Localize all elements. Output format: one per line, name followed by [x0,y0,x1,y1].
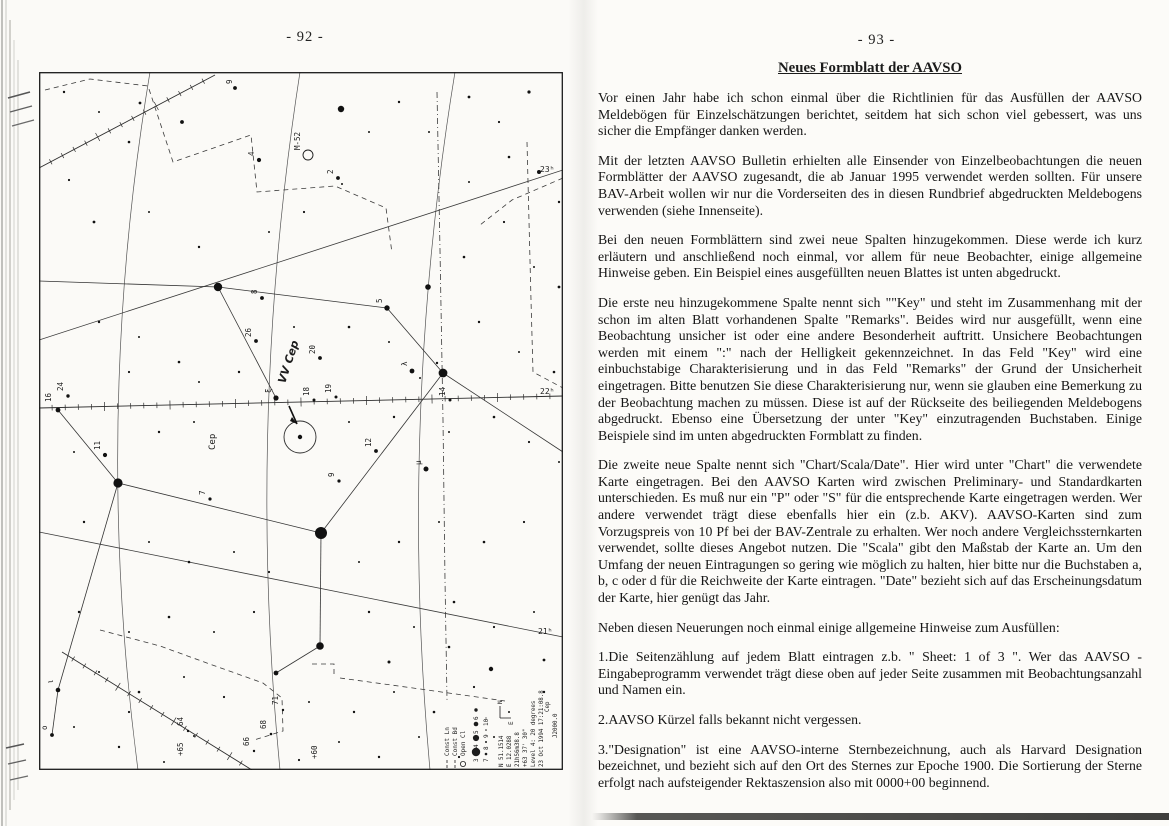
page-edge-shadow [592,813,1169,820]
star [463,256,466,259]
star [341,183,343,185]
right-page [584,0,1169,826]
ra-hour-label: 23ʰ [540,165,555,174]
star [483,541,486,544]
star [198,246,200,248]
legend-magnitude-dot [485,741,487,743]
star [398,101,400,103]
star [368,611,370,613]
constellation-name-label: Cep [208,433,218,450]
constellation-boundary [45,79,392,253]
legend-epoch: J2000.0 [553,713,559,738]
star [393,416,395,418]
star [424,467,429,472]
legend-magnitude-dot [474,708,477,711]
star-label: 20 [308,344,317,354]
article-column [598,52,1142,791]
star [138,336,140,338]
degree-tick [139,698,142,703]
paragraph: Die erste neu hinzugekommene Spalte nennt sich ""Key" und steht im Zusammenhang mit der schon im alten Blatt vorhandenen Spalte "Remarks". Beides wird nur ausgefüllt, wenn eine Beobachtung unsicher ist oder eine andere Besonderheit auftritt. Unsichere Beobachtungen werden mit einem ":" nach der Helligkeit gekennzeichnet. In das Feld "Key" wird eine einbuchstabige Charakterisierung und in das Feld "Remarks" der Grund der Unsicherheit eingetragen. Bitte benutzen Sie diese Charakterisierung nur, wenn sie glauben eine Bemerkung zu der Beobachtung machen zu müssen. Diese ist auf der Rückseite des beiliegenden Meldebogens abgedruckt. Ebenso eine Übersetzung der unter "Key" einzutragenden Buchstaben. Einige Beispiele sind im unten abgedruckten Formblatt zu finden. [598,294,1142,443]
legend-info-line: +63 37' 30" [523,728,529,767]
star-label: 26 [244,327,253,337]
star [315,527,327,539]
star [388,341,390,343]
page-title: Neues Formblatt der AAVSO [778,60,962,76]
star [128,711,130,713]
legend-symbol [460,761,465,766]
star [118,746,120,748]
star [308,701,310,703]
variable-star-label: VV Cep [275,338,302,385]
star [98,111,100,113]
coordinate-line [39,170,563,340]
star [268,571,270,573]
constellation-boundary [312,664,334,678]
open-cluster-label: M-52 [293,131,302,150]
star [493,626,495,628]
star [193,735,195,737]
star [558,286,561,289]
star [316,642,324,650]
constellation-boundary [100,630,283,740]
legend-magnitude-dot [485,729,487,731]
star [158,431,160,433]
star [468,96,471,99]
star [66,394,69,397]
degree-tick [94,670,97,675]
star [98,671,100,673]
degree-tick [239,761,242,766]
legend-magnitude-value: 5 [473,730,480,734]
constellation-line [276,646,320,673]
star-label: ξ [264,388,273,393]
star-label: 14 [438,386,447,396]
star [183,676,185,678]
star [335,396,338,399]
constellation-line [52,690,58,735]
compass-east-label: E [508,721,515,725]
page-gutter-shadow [568,0,598,826]
page-93-header: - 93 - [857,32,896,48]
star [128,141,131,144]
star [313,399,316,402]
constellation-boundary [527,142,563,388]
constellation-line [118,483,321,533]
degree-tick [227,752,232,760]
star [338,741,340,743]
star [128,631,130,633]
star [449,399,452,402]
star-label: ο [40,725,49,730]
constellation-line [58,410,118,483]
star [453,601,456,604]
star [113,478,122,487]
star [298,759,300,761]
legend-magnitude-value: 6 [473,716,480,720]
star [438,521,440,523]
star [198,381,200,383]
star-label: μ [414,460,423,465]
constellation-line [321,373,443,533]
ticked-coordinate-line [39,75,215,168]
star [93,221,96,224]
degree-tick [206,740,209,745]
ticked-coordinate-line [62,652,252,770]
legend-magnitude-value: 9 [483,734,490,738]
star [318,356,322,360]
star [523,521,525,523]
star [358,561,360,563]
star [498,121,500,123]
star [543,659,546,662]
star [473,686,475,688]
star [384,305,389,310]
star [528,441,530,443]
degree-tick [217,747,220,752]
star [468,181,470,183]
star [83,521,85,523]
star-label: 16 [44,392,53,402]
star [78,611,80,613]
degree-tick [105,677,108,682]
star [425,284,431,290]
star-label: 9 [225,79,234,84]
star [378,756,380,758]
star-chart-region [39,72,563,770]
star [448,431,450,433]
legend-magnitude-value: 10 [483,718,490,726]
star-label: 9 [327,472,336,477]
star [348,421,350,423]
constellation-line [58,483,118,690]
dec-label: +65 [176,742,185,756]
star [368,131,370,133]
star [208,497,211,500]
star [214,283,222,291]
dec-label: +60 [310,745,319,759]
ra-hour-label: 22ʰ [540,387,555,396]
star [533,266,535,268]
star [274,671,279,676]
degree-tick [72,657,75,662]
star [489,667,493,671]
page-92-header: - 92 - [286,29,324,45]
constellation-boundary [340,678,505,701]
legend-info-line: 23 Oct 1994 17:21:08.8 [539,690,545,767]
star [68,179,70,181]
star [533,611,535,613]
paragraph: Neben diesen Neuerungen noch einmal einige allgemeine Hinweise zum Ausfüllen: [598,619,1060,635]
star [338,106,344,112]
star-label: 64 [176,716,185,726]
paragraph: 1.Die Seitenzählung auf jedem Blatt eintragen z.b. " Sheet: 1 of 3 ". Wer das AAVSO - Eingabeprogramm verwendet trägt diese oben auf jeder Seite zusammen mit Beobachtungsanzahl und Namen ein. [598,649,1142,698]
star [50,733,54,737]
star [254,339,258,343]
legend-magnitude-value: 3 [473,758,480,762]
star [503,221,505,223]
star [558,201,560,203]
legend-magnitude-dot [472,748,480,756]
legend-magnitude-value: 8 [483,746,490,750]
open-cluster-symbol [303,150,313,160]
star [527,90,530,93]
legend-magnitude-value: 4 [473,744,480,748]
star [298,435,302,439]
star [253,611,255,613]
degree-tick [161,712,164,717]
degree-tick [116,683,121,691]
legend-info-line: N 51.1514 [499,735,505,767]
star [193,421,195,423]
star [163,761,165,763]
star [553,371,556,374]
legend-magnitude-value: 7 [483,758,490,762]
star-label: 19 [324,383,333,393]
legend-constellation: Cep [545,701,551,712]
star [139,102,142,105]
paragraph: Die zweite neue Spalte nennt sich "Chart/Scala/Date". Hier wird unter "Chart" die verwendete Karte eingetragen. Bei den AAVSO Karten wird zwischen Preliminary- und Standardkarten unterschieden. Es muß nur ein "P" oder "S" für die entsprechende Karte eingetragen werden. Wer andere verwendet trägt diese ebenfalls hier ein (z.b. AKV). AAVSO-Karten sind zum Vorzugspreis von 10 Pf bei der BAV-Zentrale zu erhalten. Wer noch andere Vergleichssternkarten verwendet, sollte dieses Angebot nutzen. Die "Scala" gibt den Maßstab der Karte an. Um den Umfang der neuen Eintragungen so gering wie möglich zu halten, hier bitte nur die Buchstaben a, b, c oder d für die Reichweite der Karte eintragen. "Date" bezieht sich auf das Erscheinungsdatum der Karte, hier genügt das Jahr. [598,457,1142,606]
star [73,451,75,453]
star [398,541,400,543]
compass-north-label: N [497,700,504,704]
star [168,616,171,619]
paragraph: Bei den neuen Formblättern sind zwei neue Spalten hinzugekommen. Diese werde ich kurz erläutern und anschließend noch einmal, vor allem für neue Beobachter, einige allgemeine Hinweise geben. Ein Beispiel eines ausgefüllten neuen Blattes ist unten abgedruckt. [598,232,1142,281]
legend-info-line: E 12.0288 [507,735,513,767]
star-label: 4 [247,151,256,156]
legend-item-label: Open Cl [460,730,467,756]
star [337,479,340,482]
star [180,120,184,124]
degree-tick [195,733,198,738]
star [428,131,430,133]
star [413,626,415,628]
star [178,361,181,364]
constellation-line [39,281,218,287]
star-label: 71 [271,695,280,705]
star [353,711,355,713]
star [270,733,273,736]
star-label: 66 [242,736,251,746]
star [439,369,448,378]
star [518,351,520,353]
constellation-line [218,287,387,308]
star [128,371,130,373]
constellation-line [443,373,563,452]
star [148,211,150,213]
constellation-line [320,533,321,646]
star-label: 8 [250,289,259,294]
grid-arc [118,72,150,770]
legend-item-label: Const Ln [444,727,451,756]
star [508,156,511,159]
star [433,711,436,714]
paragraph: 2.AAVSO Kürzel falls bekannt nicht vergessen. [598,712,862,727]
legend-info-line: 21h56m38.8 [515,732,521,767]
star [73,726,75,728]
star [493,736,495,738]
star [138,691,141,694]
ra-hour-label: 21ʰ [538,627,553,636]
star [419,377,421,379]
star [293,326,295,328]
star-label: 11 [93,440,102,450]
legend-item-label: Const Bd [452,727,459,756]
star [103,453,107,457]
legend-info-line: Level 4: 20 degrees [531,700,537,767]
star-label: 68 [259,719,268,729]
star [348,326,351,329]
star [213,631,215,633]
legend-magnitude-dot [474,722,479,727]
grid-arc [418,72,455,770]
paragraph: Vor einen Jahr habe ich schon einmal über die Richtlinien für das Ausfüllen der AAVSO Meldebögen für Einzelschätzungen berichtet, seitdem hat sich schon viel gebessert, was uns sicher die Empfänger danken werden. [598,90,1142,139]
star [238,371,240,373]
star [233,551,235,553]
star-label: 24 [56,381,65,391]
degree-tick [154,102,158,110]
star [63,91,65,93]
constellation-boundary [480,178,563,225]
star [448,646,451,649]
star-label: λ [400,361,409,366]
star [233,86,237,90]
star [478,321,480,323]
constellation-line [387,308,443,373]
star [436,362,438,364]
legend-magnitude-dot [473,735,479,741]
star [558,461,560,463]
chart-legend [444,690,559,768]
paragraph: 3."Designation" ist eine AAVSO-interne Sternbezeichnung, auch als Harvard Designation bezeichnet, und bezieht sich auf den Ort des Sternes zur Epoche 1900. Die Sortierung der Sterne erfolgt nach aufsteigender Rektaszension also mit 0000+00 beginnend. [598,741,1142,790]
star-label: 12 [364,437,373,447]
degree-tick [150,705,153,710]
constellation-line [218,287,276,398]
star [98,321,100,323]
coordinate-line [39,532,563,637]
star [410,369,415,374]
star [188,561,191,564]
star [253,750,255,752]
star [223,696,225,698]
star [260,296,264,300]
star-label: 2 [326,169,335,174]
star [268,231,270,233]
left-page [0,0,584,826]
star [336,176,340,180]
star [374,449,378,453]
paragraph: Mit der letzten AAVSO Bulletin erhielten alle Einsender von Einzelbeobachtungen die neuen Formblätter der AAVSO zugesandt, die ab Januar 1995 verwendet werden sollten. Für unsere BAV-Arbeit wollen wir nur die Vorderseiten des in diesen Rundbrief abgedruckten Meldebogens verwenden (siehe Innenseite). [598,152,1142,218]
star [418,736,420,738]
star [303,211,305,213]
star-label: ι [46,679,55,684]
legend-magnitude-dot [485,753,488,756]
degree-tick [96,133,100,141]
star [508,711,510,713]
star-label: 5 [375,298,384,303]
star [187,730,189,732]
star-label: 7 [198,490,207,495]
star [257,158,261,162]
star [56,408,61,413]
star [273,395,278,400]
star [56,688,61,693]
star-label: 18 [302,386,311,396]
star [388,661,391,664]
star [493,416,496,419]
star [282,709,284,711]
star-chart [39,72,563,770]
legend-magnitude-dot [485,717,486,718]
star [148,541,150,543]
degree-tick [83,664,86,669]
star [393,691,395,693]
